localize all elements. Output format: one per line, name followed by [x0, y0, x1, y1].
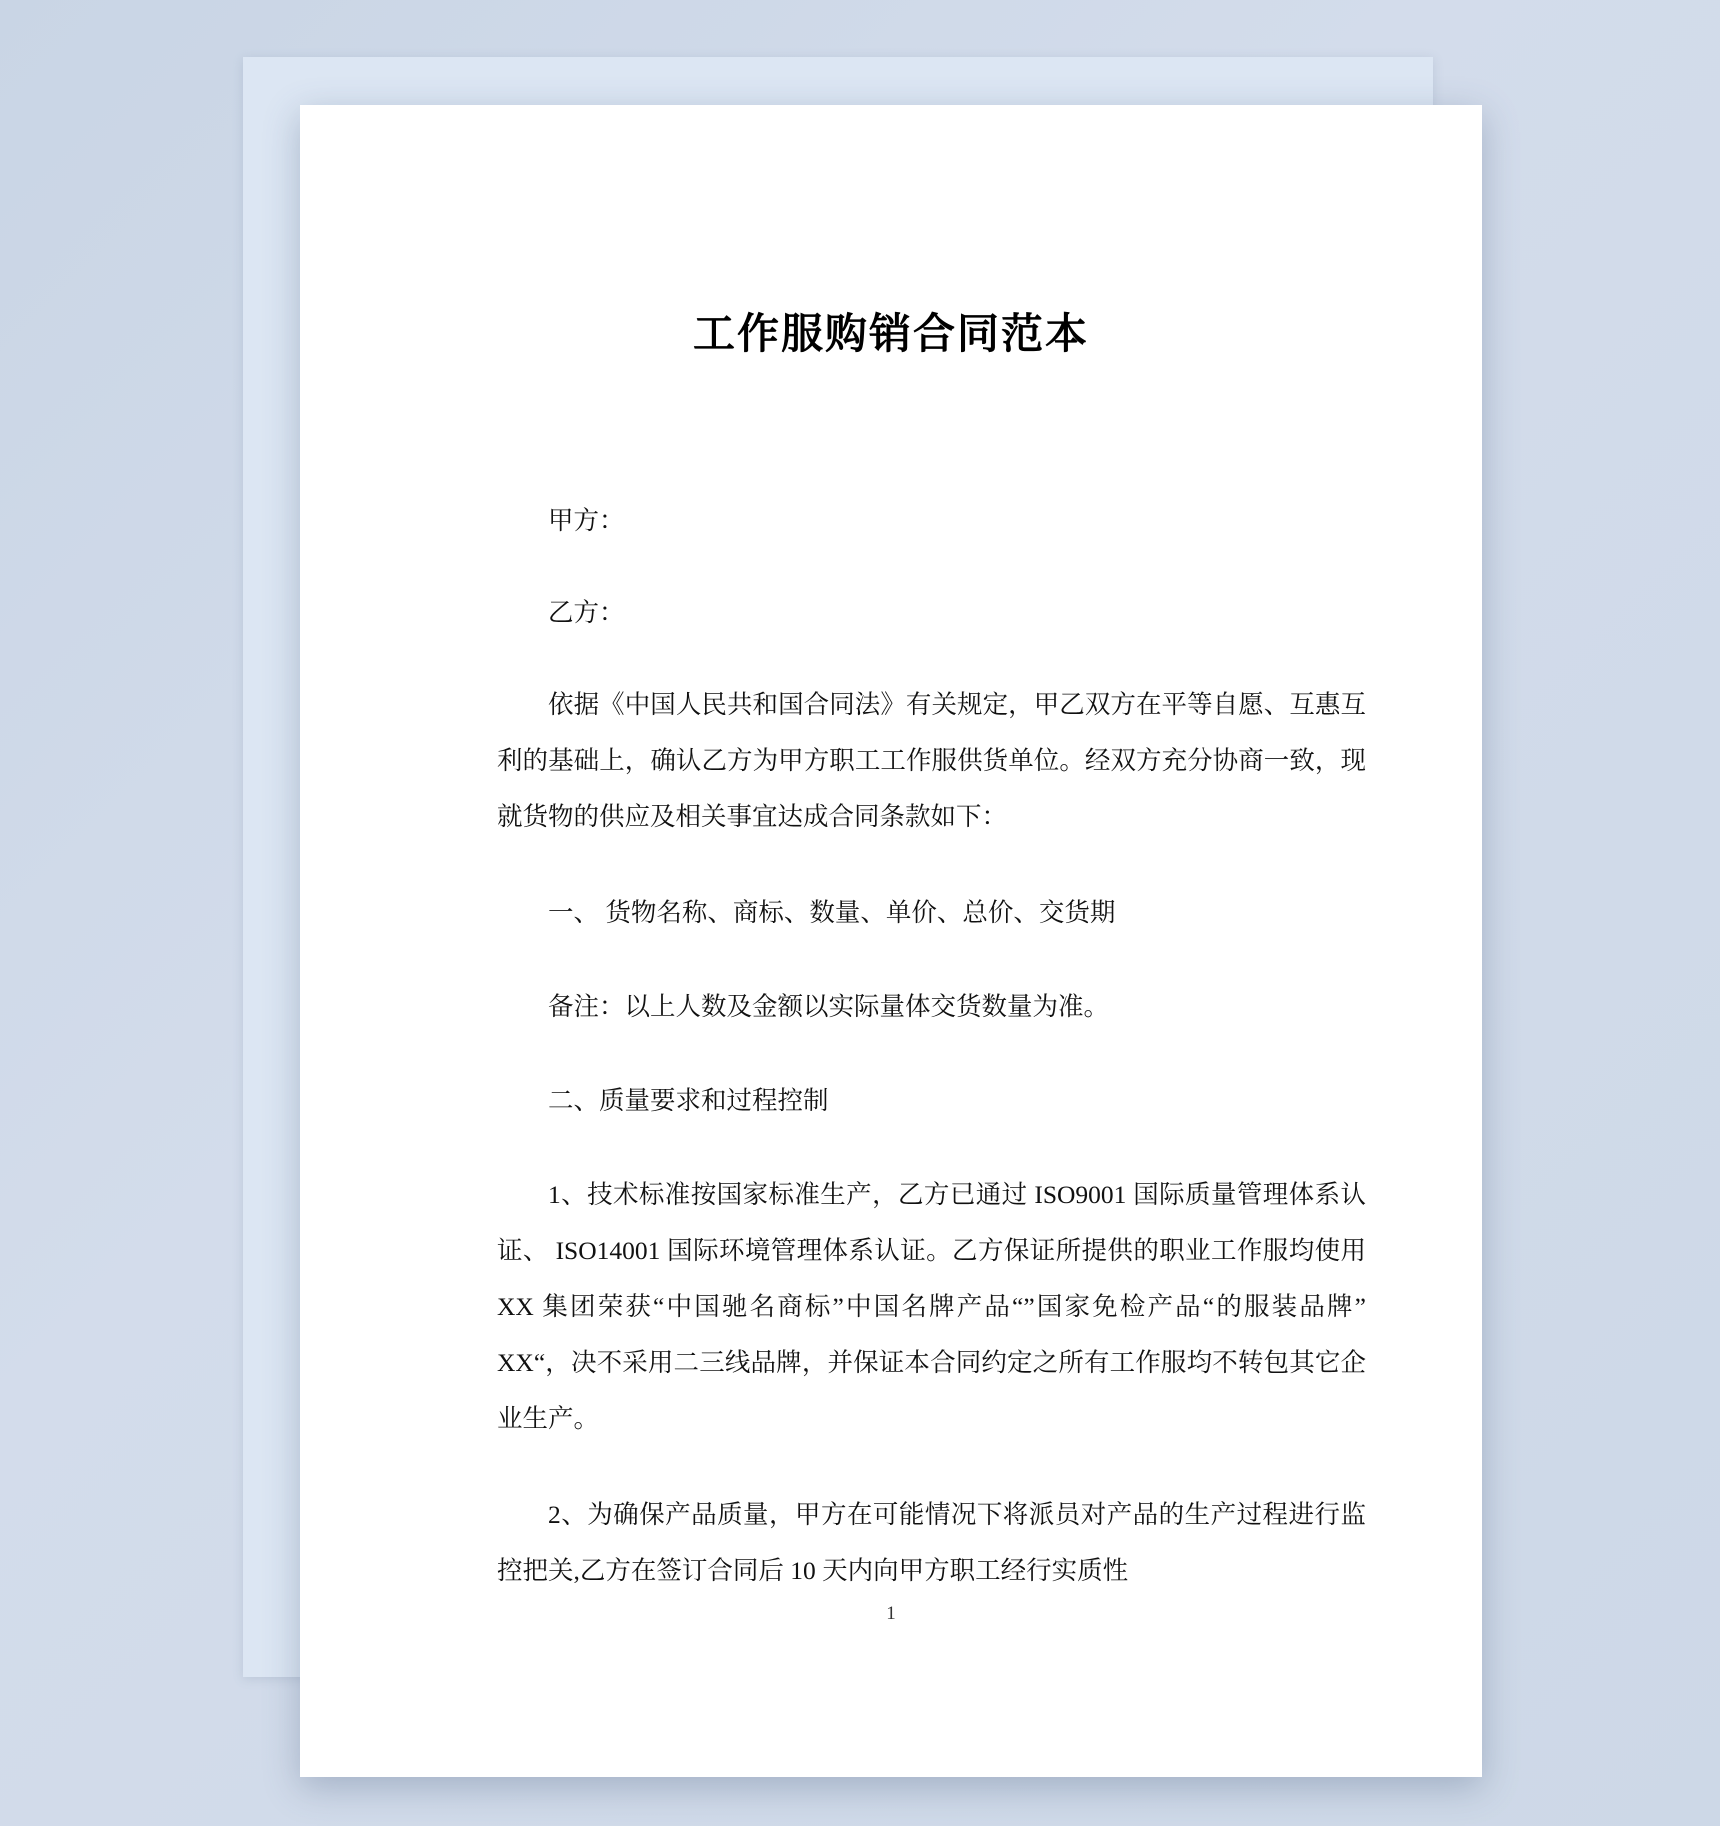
paragraph-party-a: 甲方： [548, 506, 625, 535]
paragraph-party-b: 乙方： [548, 598, 625, 627]
document-body [300, 493, 1482, 1599]
page-title: 工作服购销合同范本 [692, 309, 1089, 358]
paragraph-remark: 备注：以上人数及金额以实际量体交货数量为准。 [548, 992, 1110, 1021]
document-content [300, 105, 1482, 1777]
paragraph-preamble: 依据《中国人民共和国合同法》有关规定，甲乙双方在平等自愿、互惠互利的基础上，确认乙方为甲方职工工作服供货单位。经双方充分协商一致，现就货物的供应及相关事宜达成合同条款如下： [497, 690, 1366, 831]
paragraph-clause-2: 二、质量要求和过程控制 [548, 1086, 829, 1115]
paragraph-clause-2-1: 1、技术标准按国家标准生产，乙方已通过 ISO9001 国际质量管理体系认证、 ISO14001 国际环境管理体系认证。乙方保证所提供的职业工作服均使用 XX 集团荣获“中国驰名商标”中国名牌产品“”国家免检产品“的服装品牌”XX“，决不采用二三线品牌，并保证本合同约定之所有工作服均不转包其它企业生产。 [497, 1180, 1366, 1433]
document-sheet [300, 105, 1482, 1777]
paragraph-clause-1: 一、 货物名称、商标、数量、单价、总价、交货期 [548, 898, 1116, 927]
paragraph-clause-2-2: 2、为确保产品质量，甲方在可能情况下将派员对产品的生产过程进行监控把关,乙方在签订合同后 10 天内向甲方职工经行实质性 [497, 1500, 1366, 1585]
page-number: 1 [886, 1603, 896, 1624]
